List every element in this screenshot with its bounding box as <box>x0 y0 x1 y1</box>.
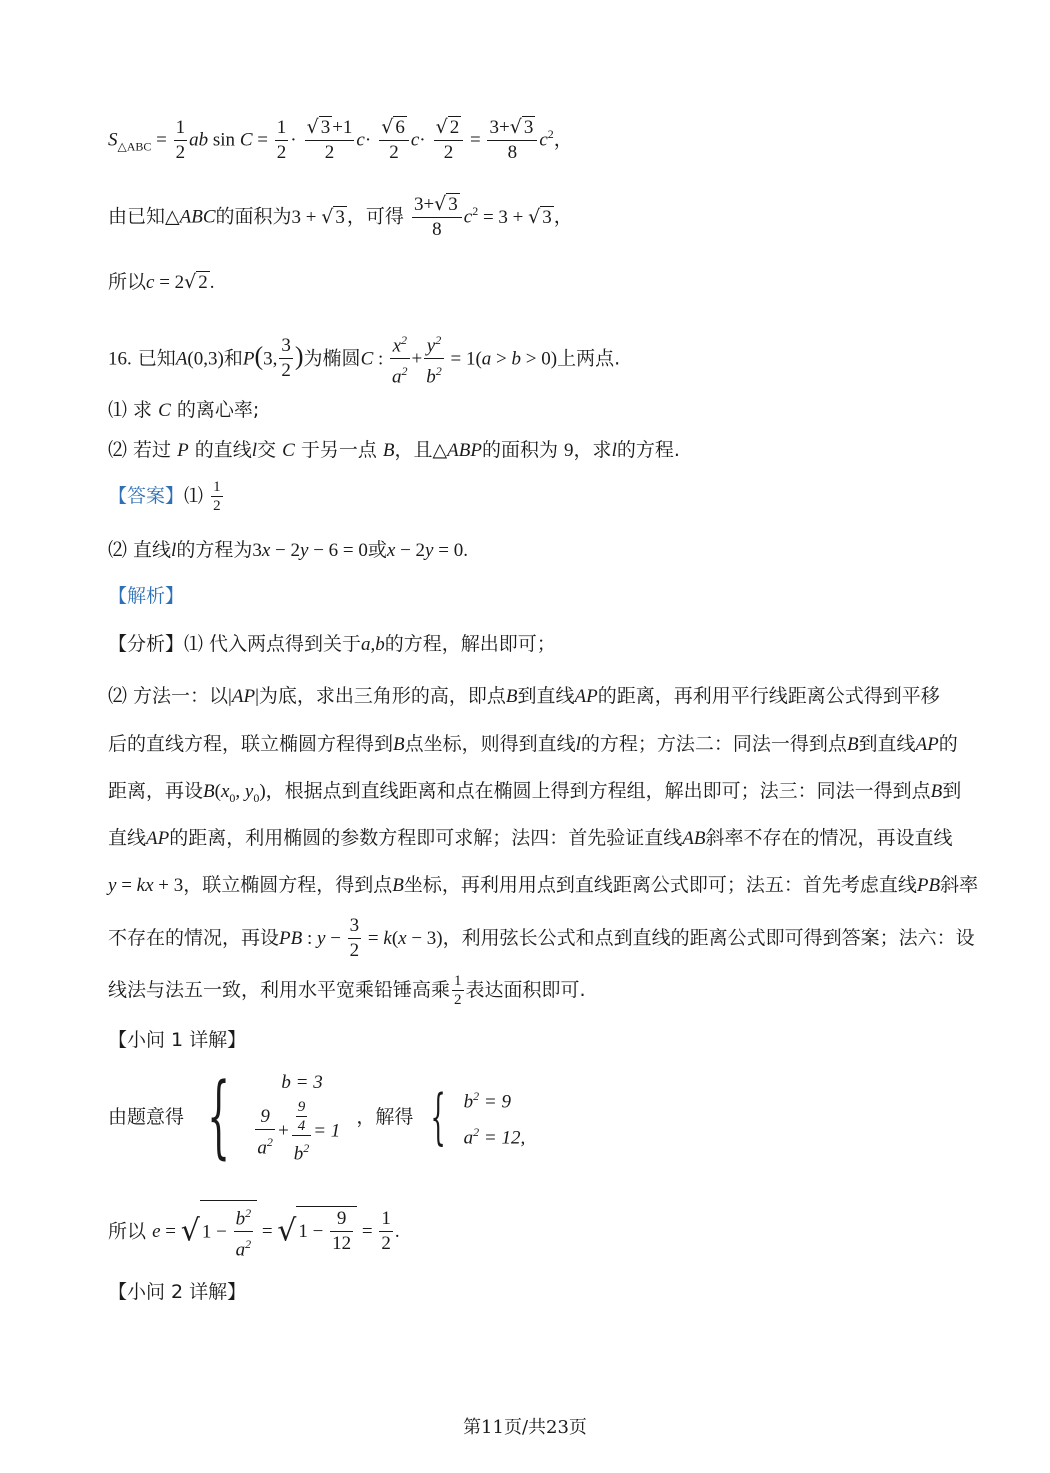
text: 已知 <box>137 347 176 370</box>
text: 的方程为 <box>176 539 253 561</box>
text: 上两点. <box>557 347 621 370</box>
method-line-5: y = kx + 3，联立椭圆方程，得到点B坐标，再利用用点到直线距离公式即可；法五：首先考虑直线PB斜率 <box>108 874 979 896</box>
text: 到直线 <box>858 733 916 755</box>
text: ， <box>553 205 573 228</box>
text: 线法与法五一致，利用水平宽乘铅锤高乘 <box>108 979 451 1001</box>
eccentricity-result: 所以 e = √ 1 − $\frac{b^2}{a^2}$ = √ 1 − $\frac{9}{12}$ = $\frac{1}{2}$ . <box>108 1200 948 1260</box>
text: 于另一点 <box>300 439 377 461</box>
text: 为椭圆 <box>303 347 361 370</box>
question-number: 16. <box>108 348 132 370</box>
subquestion-1-heading: 【小问 1 详解】 <box>108 1029 247 1051</box>
text: ，解得 <box>356 1106 414 1129</box>
text: 【分析】⑴ 代入两点得到关于 <box>108 633 362 655</box>
text: 的方程；方法二：同法一得到点 <box>580 733 847 755</box>
area-formula: $S_{\triangle ABC}$ = $\frac{1}{2}$ ab sin C = $\frac{1}{2}$ · $\frac{√ 3 +1}{2}$ c· $\frac{√ 6}{2}$ c· $\frac{√ 2}{2}$ = $\frac{3+√ 3}{8}$ $c^2$， <box>108 116 573 163</box>
system-right: $b^2 = 9$ $a^2 = 12$, <box>463 1088 526 1149</box>
text: 的离心率; <box>176 399 260 421</box>
text: 到 <box>942 780 962 802</box>
c-result: 所以c = 2√ 2 . <box>108 271 215 293</box>
text: 或 <box>367 539 387 561</box>
question-16: 16. 已知A(0,3)和P(3, $\frac{3}{2}$ )为椭圆C : $\frac{x^2}{a^2}$ + $\frac{y^2}{b^2}$ = 1(a > b > 0)上两点. <box>108 328 948 378</box>
area-condition: 由已知△ABC的面积为3 + √ 3 ，可得 $\frac{3+√ 3}{8}$ $c^2 = 3$ + √ 3 ， <box>108 193 573 240</box>
text: ，求 <box>573 439 612 461</box>
text: 的方程，解出即可； <box>384 633 556 655</box>
answer-1: 【答案】⑴ $\frac{1}{2}$ <box>108 479 221 514</box>
text: 点坐标，则得到直线 <box>404 733 576 755</box>
text: 坐标，再利用用点到直线距离公式即可；法五：首先考虑直线 <box>403 874 917 896</box>
text: 的方程. <box>616 439 680 461</box>
text: ，且 <box>394 439 433 461</box>
text: ⑵ 若过 <box>108 439 172 461</box>
text: 的距离，再利用平行线距离公式得到平移 <box>597 685 940 707</box>
text: ⑴ 求 <box>108 399 153 421</box>
text: 的距离，利用椭圆的参数方程即可求解；法四：首先验证直线 <box>169 827 683 849</box>
text: ⑵ 方法一：以 <box>108 685 229 707</box>
text: ⑴ <box>184 485 204 507</box>
analysis-tag: 【解析】 <box>108 585 185 607</box>
text: 由题意得 <box>108 1106 185 1129</box>
text: 斜率 <box>940 874 979 896</box>
text: 斜率不存在的情况，再设直线 <box>705 827 953 849</box>
text: 的直线 <box>194 439 252 461</box>
method-line-2: 后的直线方程，联立椭圆方程得到B点坐标，则得到直线l的方程；方法二：同法一得到点B到直线AP的 <box>108 733 958 755</box>
text: 交 <box>257 439 277 461</box>
analysis-summary: 【分析】⑴ 代入两点得到关于a,b的方程，解出即可； <box>108 633 556 655</box>
method-line-3: 距离，再设$B(x_0$, $y_0$)，根据点到直线距离和点在椭圆上得到方程组，解出即可；法三：同法一得到点B到 <box>108 780 962 805</box>
text: 所以 <box>108 271 147 293</box>
text: 表达面积即可. <box>465 979 586 1001</box>
text: 到直线 <box>517 685 575 707</box>
answer-2: ⑵ 直线l的方程为3x − 2y − 6 = 0或x − 2y = 0. <box>108 539 468 561</box>
text: 为底，求出三角形的高，即点 <box>258 685 506 707</box>
text: 的面积为 <box>215 205 292 228</box>
text: 直线 <box>108 827 147 849</box>
text: ⑵ 直线 <box>108 539 172 561</box>
text: ，联立椭圆方程，得到点 <box>183 874 393 896</box>
text: 和 <box>223 347 243 370</box>
text: 不存在的情况，再设 <box>108 927 280 949</box>
q16-part2: ⑵ 若过 P 的直线l交 C 于另一点 B，且△ABP的面积为 9，求l的方程. <box>108 439 680 461</box>
method-line-1: ⑵ 方法一：以|AP|为底，求出三角形的高，即点B到直线AP的距离，再利用平行线距离公式得到平移 <box>108 685 940 707</box>
text: ，利用弦长公式和点到直线的距离公式即可得到答案；法六：设 <box>442 927 975 949</box>
text: 的面积为 <box>481 439 558 461</box>
answer-tag: 【答案】 <box>108 485 185 507</box>
text: 由已知 <box>108 205 166 228</box>
system-left: b = 3 $\frac{9}{a^2}$ + $\frac{\frac{9}{4}}{b^2}$ = 1 <box>257 1072 341 1165</box>
text: 的 <box>938 733 958 755</box>
text: 距离，再设 <box>108 780 204 802</box>
page-footer: 第11页/共23页 <box>463 1417 587 1438</box>
text: 所以 <box>108 1220 147 1243</box>
text: ，可得 <box>346 205 404 228</box>
text: 后的直线方程，联立椭圆方程得到 <box>108 733 394 755</box>
method-line-7: 线法与法五一致，利用水平宽乘铅锤高乘 $\frac{1}{2}$ 表达面积即可. <box>108 973 586 1008</box>
method-line-6: 不存在的情况，再设PB : y − $\frac{3}{2}$ = k(x − 3)，利用弦长公式和点到直线的距离公式即可得到答案；法六：设 <box>108 915 975 961</box>
text: ，根据点到直线距离和点在椭圆上得到方程组，解出即可；法三：同法一得到点 <box>265 780 931 802</box>
method-line-4: 直线AP的距离，利用椭圆的参数方程即可求解；法四：首先验证直线AB斜率不存在的情况，再设直线 <box>108 827 953 849</box>
equation-system: 由题意得 { b = 3 $\frac{9}{a^2}$ + $\frac{\frac{9}{4}}{b^2}$ = 1 ，解得 { $b^2 = 9$ $a^2 = 12$, <box>108 1064 526 1170</box>
subquestion-2-heading: 【小问 2 详解】 <box>108 1281 247 1303</box>
q16-part1: ⑴ 求 C 的离心率; <box>108 399 260 421</box>
